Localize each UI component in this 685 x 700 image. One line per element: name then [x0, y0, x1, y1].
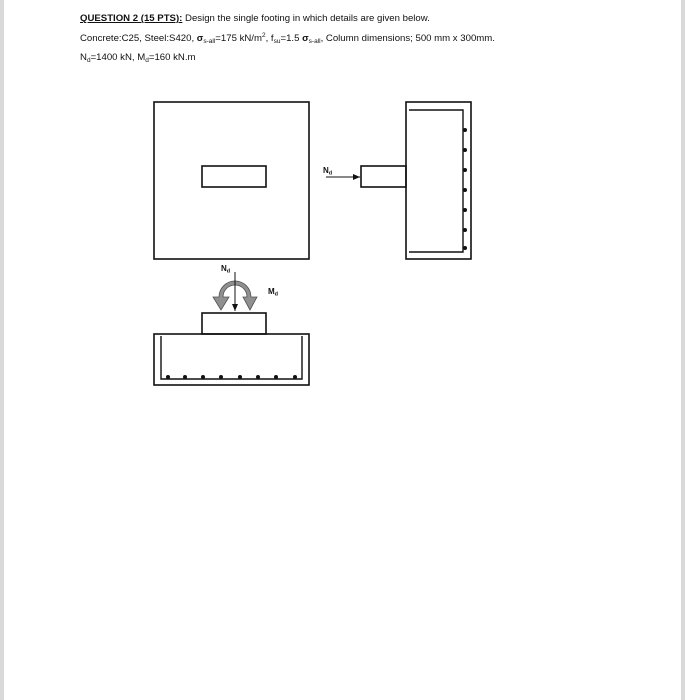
- rebar-dot: [463, 246, 467, 250]
- fsu-subscript: su: [273, 37, 281, 45]
- rebar-dot: [238, 375, 242, 379]
- rebar-dot: [463, 208, 467, 212]
- rebar-dot: [463, 188, 467, 192]
- sigma2-subscript: s-all: [308, 37, 321, 45]
- md-subscript: d: [145, 57, 149, 64]
- rebar-dot: [219, 375, 223, 379]
- side-reinforcement: [409, 110, 463, 252]
- md-symbol: M: [137, 52, 146, 63]
- bottom-reinforcement: [161, 336, 302, 379]
- rebar-dot: [201, 375, 205, 379]
- nd-value: =1400 kN,: [90, 52, 138, 63]
- materials-text: Concrete:C25, Steel:S420,: [80, 32, 197, 44]
- rebar-dot: [293, 375, 297, 379]
- side-view: [323, 102, 471, 259]
- footing-elevation-outline: [154, 334, 309, 385]
- rebar-dot: [463, 148, 467, 152]
- footing-plan-outline: [154, 102, 309, 259]
- column-side: [361, 166, 406, 187]
- question-heading: QUESTION 2 (15 PTS):: [80, 13, 183, 24]
- column-plan: [202, 166, 266, 187]
- md-value: =160 kN.m: [148, 52, 196, 63]
- rebar-dot: [463, 228, 467, 232]
- sigma-value: =175 kN/m: [215, 32, 262, 44]
- rebar-dot: [463, 168, 467, 172]
- sigma-subscript: s-all: [203, 37, 216, 45]
- plan-view: [154, 102, 309, 259]
- question-intro: Design the single footing in which details are given below.: [182, 13, 430, 24]
- rebar-dot: [463, 128, 467, 132]
- column-dimensions: , Column dimensions; 500 mm x 300mm.: [320, 32, 495, 44]
- footing-side-outline: [406, 102, 471, 259]
- moment-label: Md: [268, 287, 279, 298]
- nd-symbol: N: [80, 52, 87, 63]
- sigma-symbol: σ: [196, 32, 204, 44]
- sigma2-symbol: σ: [302, 32, 309, 44]
- sigma-exponent: 2: [261, 31, 266, 39]
- elevation-view: [154, 264, 309, 385]
- rebar-dot: [166, 375, 170, 379]
- fsu-value: =1.5: [280, 32, 303, 44]
- axial-load-label: Nd: [221, 264, 231, 275]
- fsu-prefix: , f: [265, 32, 274, 44]
- side-load-label: Nd: [323, 166, 333, 177]
- rebar-dot: [274, 375, 278, 379]
- column-elevation: [202, 313, 266, 334]
- rebar-dot: [256, 375, 260, 379]
- rebar-dot: [183, 375, 187, 379]
- nd-subscript: d: [86, 57, 91, 64]
